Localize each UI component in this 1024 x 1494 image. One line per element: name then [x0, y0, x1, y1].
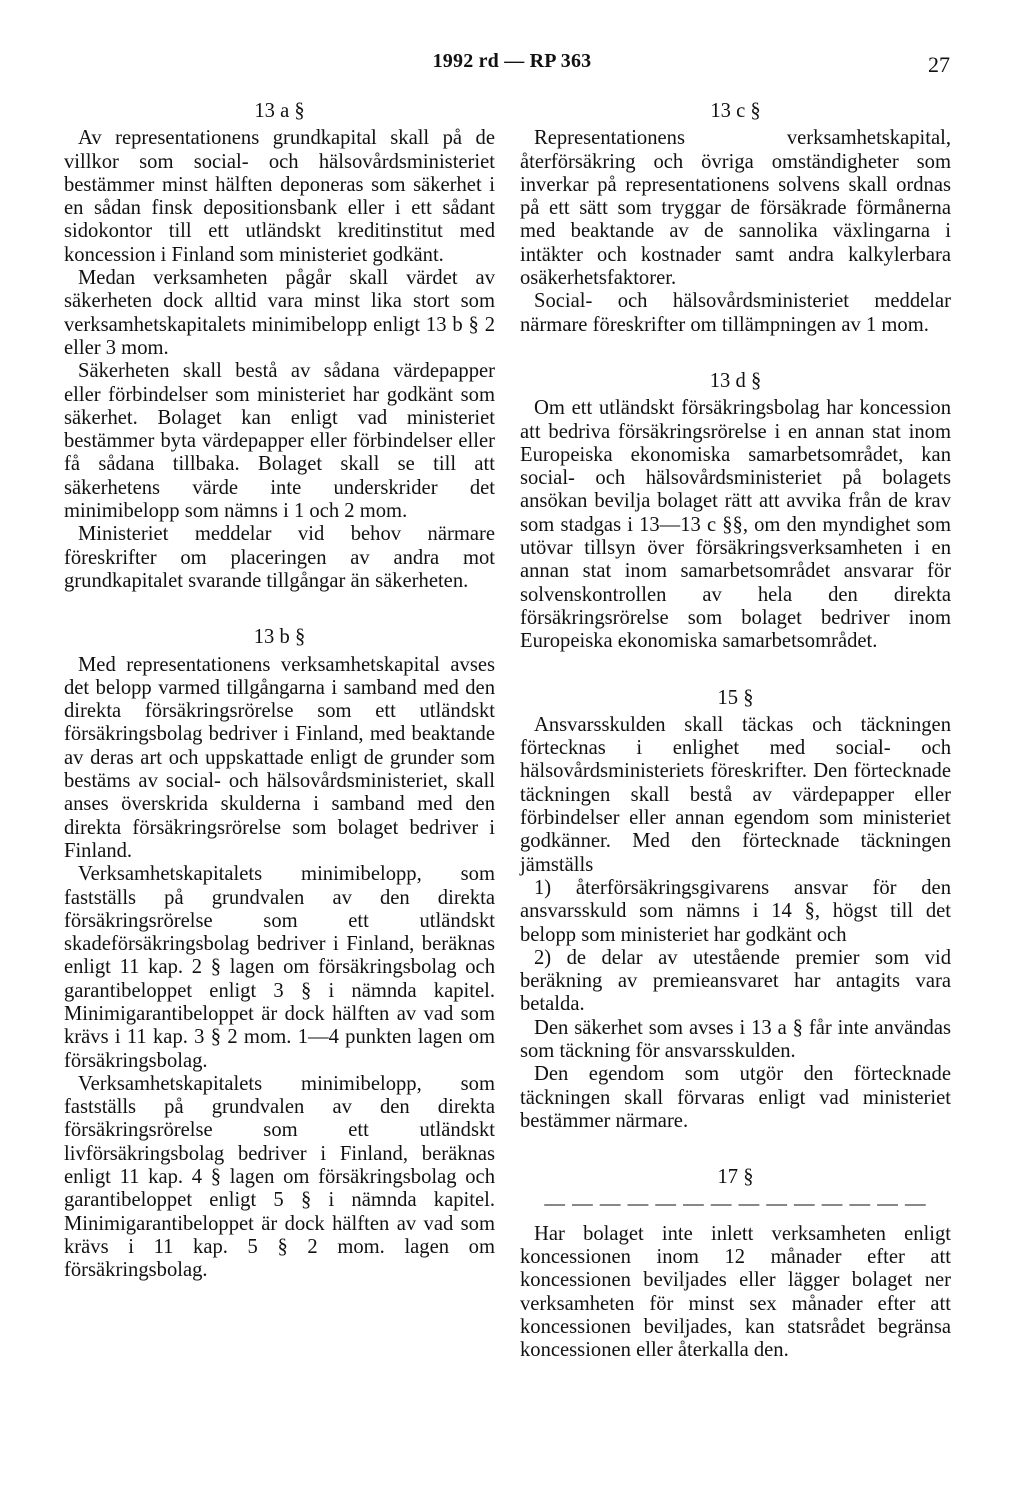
paragraph: Social- och hälsovårdsministeriet meddelar närmare föreskrifter om tillämpningen av 1 mom.: [520, 290, 951, 336]
left-column: [64, 100, 495, 1283]
paragraph: Ministeriet meddelar vid behov närmare föreskrifter om placeringen av andra mot grundkapitalet svarande tillgångar än säkerheten.: [64, 523, 495, 592]
page-header-title: 1992 rd — RP 363: [432, 50, 592, 72]
paragraph: Om ett utländskt försäkringsbolag har koncession att bedriva försäkringsrörelse i en annan stat inom Europeiska ekonomiska samarbetsområdet, kan social- och hälsovårdsministeriet på bolagets ansökan bevilja bolaget rätt att avvika från de krav som stadgas i 13—13 c §§, om den myndighet som utövar tillsyn över försäkringsverksamheten i en annan stat inom samarbetsområdet ansvarar för solvenskontrollen av hela den direkta försäkringsrörelse som bolaget bedriver inom Europeiska ekonomiska samarbetsområdet.: [520, 397, 951, 653]
list-item: 1) återförsäkringsgivarens ansvar för den ansvarsskuld som nämns i 14 §, högst till det belopp som ministeriet har godkänt och: [520, 876, 951, 946]
paragraph: Av representationens grundkapital skall på de villkor som social- och hälsovårdsministeriet bestämmer minst hälften deponeras som säkerhet i en sådan finsk depositionsbank eller i ett sådant sidokontor till ett utländskt kreditinstitut med koncession i Finland som ministeriet godkänt.: [64, 127, 495, 266]
paragraph: Ansvarsskulden skall täckas och täckningen förtecknas i enlighet med social- och hälsovårdsministeriets föreskrifter. Den förtecknade täckningen skall bestå av värdepapper eller förbindelser eller annan egendom som ministeriet godkänner. Med den förtecknade täckningen jämställs: [520, 713, 951, 876]
right-column: [520, 100, 951, 1363]
paragraph: Säkerheten skall bestå av sådana värdepapper eller förbindelser som ministeriet har godkänt som säkerhet. Bolaget kan enligt vad ministeriet bestämmer byta värdepapper eller förbindelser eller få sådana tillbaka. Bolaget skall se till att säkerhetens värde inte underskrider det minimibelopp som nämns i 1 och 2 mom.: [64, 360, 495, 523]
page-number: 27: [928, 52, 950, 77]
section-heading-13a: 13 a §: [254, 100, 305, 122]
paragraph: Representationens verksamhetskapital, återförsäkring och övriga omständigheter som inverkar på representationens solvens skall ordnas på ett sätt som tryggar de försäkrade förmånerna med beaktande av de sannolika växlingarna i intäkter och kostnader samt andra kalkylerbara osäkerhetsfaktorer.: [520, 127, 951, 290]
paragraph: Den egendom som utgör den förtecknade täckningen skall förvaras enligt vad ministeriet bestämmer närmare.: [520, 1063, 951, 1132]
paragraph: Med representationens verksamhetskapital avses det belopp varmed tillgångarna i samband med den direkta försäkringsrörelse som ett utländskt försäkringsbolag bedriver i Finland, med beaktande av deras art och uppskattade enligt de grunder som bestäms av social- och hälsovårdsministeriet, skall anses överskrida skulderna i samband med den direkta försäkringsrörelse som bolaget bedriver i Finland.: [64, 653, 495, 862]
paragraph: Den säkerhet som avses i 13 a § får inte användas som täckning för ansvarsskulden.: [520, 1016, 951, 1062]
paragraph: Medan verksamheten pågår skall värdet av säkerheten dock alltid vara minst lika stort som verksamhetskapitalets minimibelopp enligt 13 b § 2 eller 3 mom.: [64, 267, 495, 359]
list-item: 2) de delar av utestående premier som vid beräkning av premieansvaret har antagits vara betalda.: [520, 946, 951, 1016]
section-heading-13d: 13 d §: [709, 369, 762, 392]
omission-dashes: — — — — — — — — — — — — — —: [544, 1193, 927, 1216]
section-heading-13c: 13 c §: [710, 100, 761, 122]
paragraph: Har bolaget inte inlett verksamheten enligt koncessionen inom 12 månader efter att koncessionen beviljades eller lägger bolaget ner verksamheten för minst sex månader efter att koncessionen beviljades, kan statsrådet begränsa koncessionen eller återkalla den.: [520, 1222, 951, 1362]
section-heading-13b: 13 b §: [253, 626, 306, 649]
paragraph: Verksamhetskapitalets minimibelopp, som fastställs på grundvalen av den direkta försäkringsrörelse som ett utländskt skadeförsäkringsbolag bedriver i Finland, beräknas enligt 11 kap. 2 § lagen om försäkringsbolag och garantibeloppet enligt 3 § i nämnda kapitel. Minimigarantibeloppet är dock hälften av vad som krävs i 11 kap. 3 § 2 mom. 1—4 punkten lagen om försäkringsbolag.: [64, 863, 495, 1072]
paragraph: Verksamhetskapitalets minimibelopp, som fastställs på grundvalen av den direkta försäkringsrörelse som ett utländskt livförsäkringsbolag bedriver i Finland, beräknas enligt 11 kap. 4 § lagen om försäkringsbolag och garantibeloppet enligt 5 § i nämnda kapitel. Minimigarantibeloppet är dock hälften av vad som krävs i 11 kap. 5 § 2 mom. lagen om försäkringsbolag.: [64, 1072, 495, 1282]
section-heading-15: 15 §: [717, 686, 754, 709]
section-heading-17: 17 §: [717, 1166, 754, 1189]
